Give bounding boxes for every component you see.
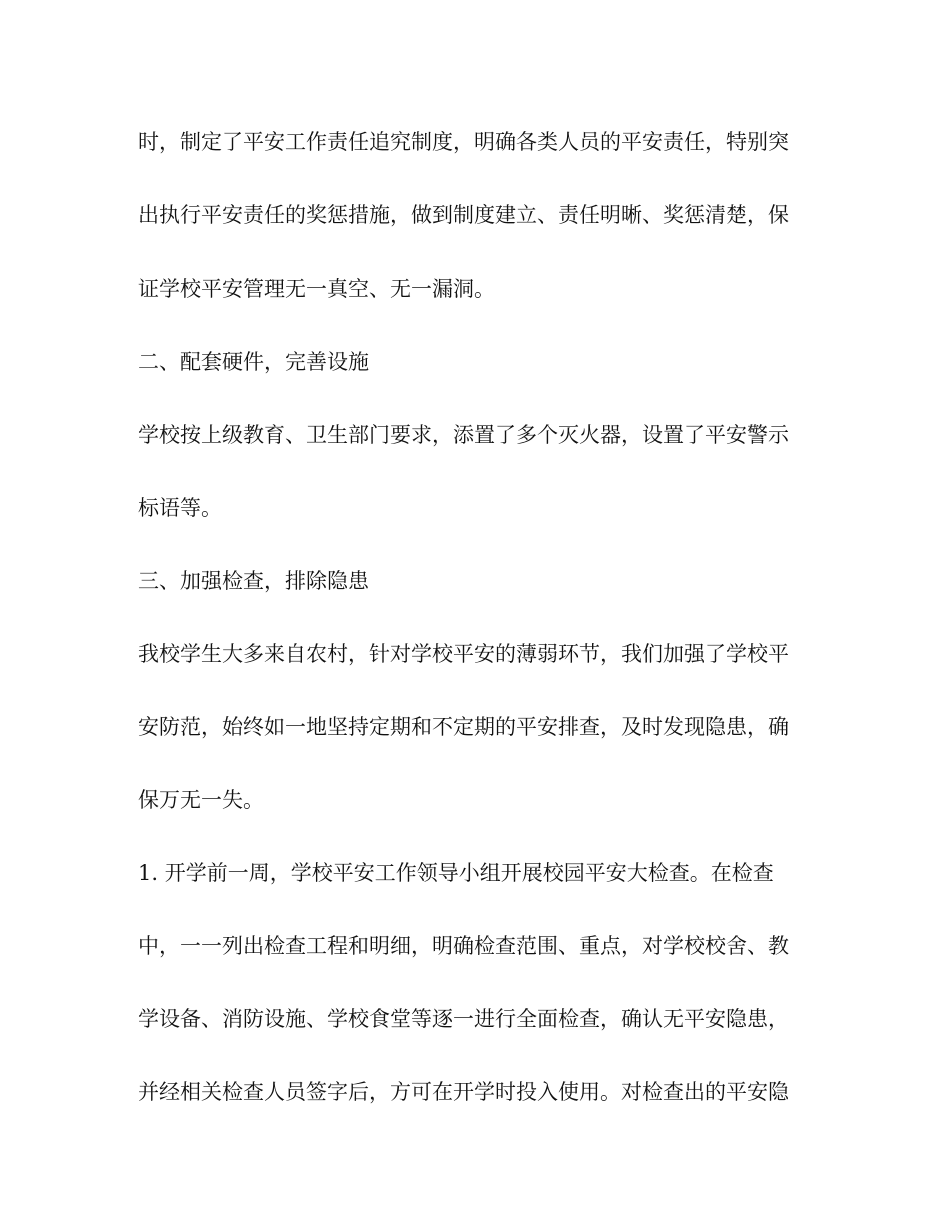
paragraph-line: 中，一一列出检查工程和明细，明确检查范围、重点，对学校校舍、教 [138,934,789,958]
paragraph-line: 标语等。 [138,496,222,520]
paragraph-line: 出执行平安责任的奖惩措施，做到制度建立、责任明晰、奖惩清楚，保 [138,203,789,227]
section-heading: 三、加强检查，排除隐患 [138,569,369,593]
section-heading: 二、配套硬件，完善设施 [138,350,369,374]
paragraph-line: 学校按上级教育、卫生部门要求，添置了多个灭火器，设置了平安警示 [138,423,789,447]
paragraph-line: 学设备、消防设施、学校食堂等逐一进行全面检查，确认无平安隐患， [138,1007,789,1031]
paragraph-line: 证学校平安管理无一真空、无一漏洞。 [138,277,495,301]
paragraph-line: 我校学生大多来自农村，针对学校平安的薄弱环节，我们加强了学校平 [138,642,789,666]
paragraph-line: 时，制定了平安工作责任追究制度，明确各类人员的平安责任，特别突 [138,130,789,154]
paragraph-line: 安防范，始终如一地坚持定期和不定期的平安排查，及时发现隐患，确 [138,715,789,739]
paragraph-line: 并经相关检查人员签字后，方可在开学时投入使用。对检查出的平安隐 [138,1080,789,1104]
list-item-line: 1. 开学前一周，学校平安工作领导小组开展校园平安大检查。在检查 [138,861,774,885]
paragraph-line: 保万无一失。 [138,788,264,812]
